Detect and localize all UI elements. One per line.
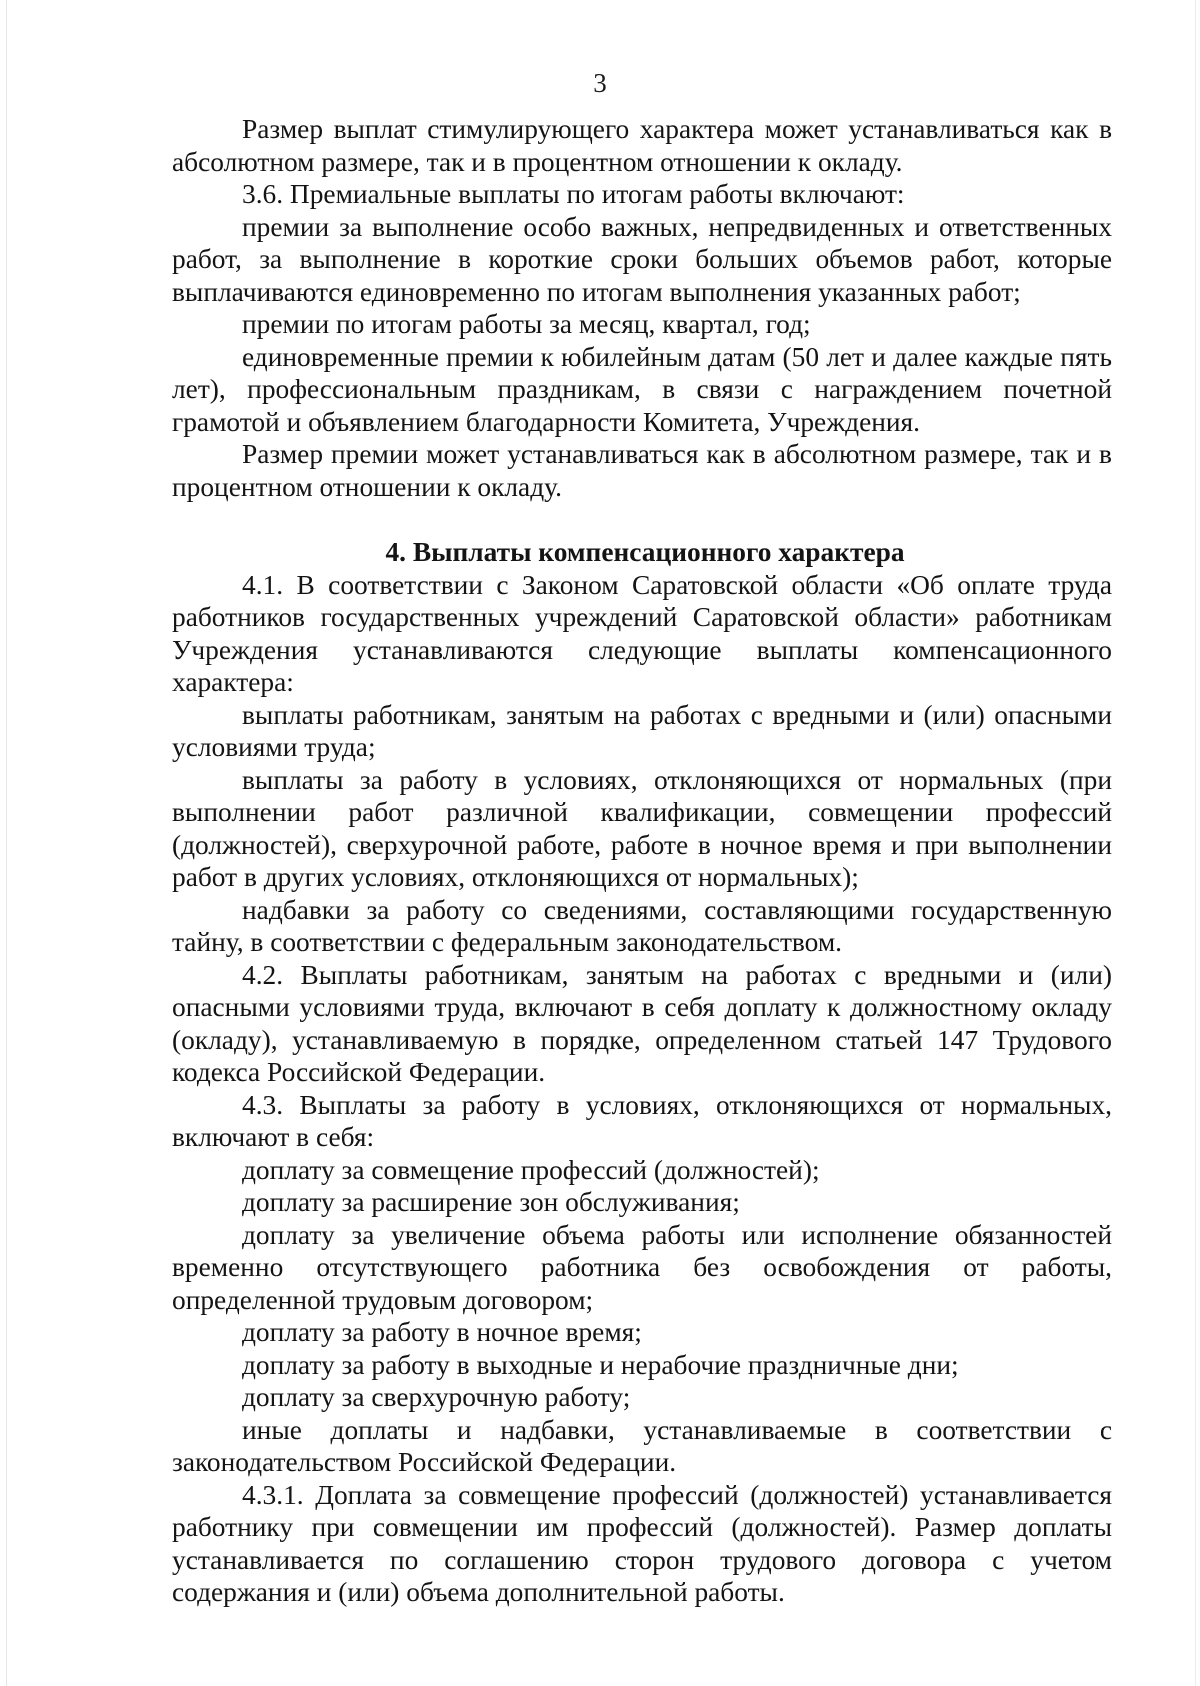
paragraph: Размер премии может устанавливаться как в абсолютном размере, так и в процентном отношении к окладу. (172, 439, 1112, 502)
document-body (172, 113, 1112, 1609)
paragraph: доплату за работу в ночное время; (242, 1317, 642, 1347)
paragraph: надбавки за работу со сведениями, составляющими государственную тайну, в соответствии с федеральным законодательством. (172, 894, 1112, 957)
paragraph: доплату за увеличение объема работы или исполнение обязанностей временно отсутствующего работника без освобождения от работы, определенной трудовым договором; (172, 1219, 1112, 1315)
paragraph: премии за выполнение особо важных, непредвиденных и ответственных работ, за выполнение в короткие сроки больших объемов работ, которые выплачиваются единовременно по итогам выполнения указанных работ; (172, 211, 1112, 307)
paragraph: 4.2. Выплаты работникам, занятым на работах с вредными и (или) опасными условиями труда, включают в себя доплату к должностному окладу (окладу), устанавливаемую в порядке, определенном статьей 147 Трудового кодекса Российской Федерации. (172, 959, 1112, 1087)
paragraph: Размер выплат стимулирующего характера может устанавливаться как в абсолютном размере, так и в процентном отношении к окладу. (172, 114, 1112, 177)
scan-edge-right (1195, 0, 1196, 1686)
paragraph: доплату за работу в выходные и нерабочие праздничные дни; (242, 1349, 959, 1380)
paragraph: 4.1. В соответствии с Законом Саратовской области «Об оплате труда работников государственных учреждений Саратовской области» работникам Учреждения устанавливаются следующие выплаты компенсационного характера: (172, 569, 1112, 697)
scan-edge-left (6, 0, 7, 1686)
paragraph: доплату за совмещение профессий (должностей); (242, 1154, 820, 1185)
paragraph: 4.3. Выплаты за работу в условиях, отклоняющихся от нормальных, включают в себя: (172, 1089, 1112, 1152)
paragraph: доплату за сверхурочную работу; (242, 1382, 631, 1412)
page-number: 3 (593, 68, 607, 98)
paragraph: единовременные премии к юбилейным датам (50 лет и далее каждые пять лет), профессиональным праздникам, в связи с награждением почетной грамотой и объявлением благодарности Комитета, Учреждения. (172, 341, 1112, 437)
paragraph: доплату за расширение зон обслуживания; (242, 1187, 740, 1217)
paragraph: 4.3.1. Доплата за совмещение профессий (должностей) устанавливается работнику при совмещении им профессий (должностей). Размер доплаты устанавливается по соглашению сторон трудового договора с учетом содержания и (или) объема дополнительной работы. (172, 1479, 1112, 1607)
section-heading: 4. Выплаты компенсационного характера (385, 537, 905, 567)
paragraph: выплаты работникам, занятым на работах с вредными и (или) опасными условиями труда; (172, 699, 1112, 762)
paragraph: 3.6. Премиальные выплаты по итогам работы включают: (242, 179, 905, 209)
paragraph: иные доплаты и надбавки, устанавливаемые в соответствии с законодательством Российской Федерации. (172, 1414, 1112, 1477)
paragraph: выплаты за работу в условиях, отклоняющихся от нормальных (при выполнении работ различной квалификации, совмещении профессий (должностей), сверхурочной работе, работе в ночное время и при выполнении работ в других условиях, отклоняющихся от нормальных); (172, 764, 1112, 892)
paragraph: премии по итогам работы за месяц, квартал, год; (242, 309, 811, 339)
